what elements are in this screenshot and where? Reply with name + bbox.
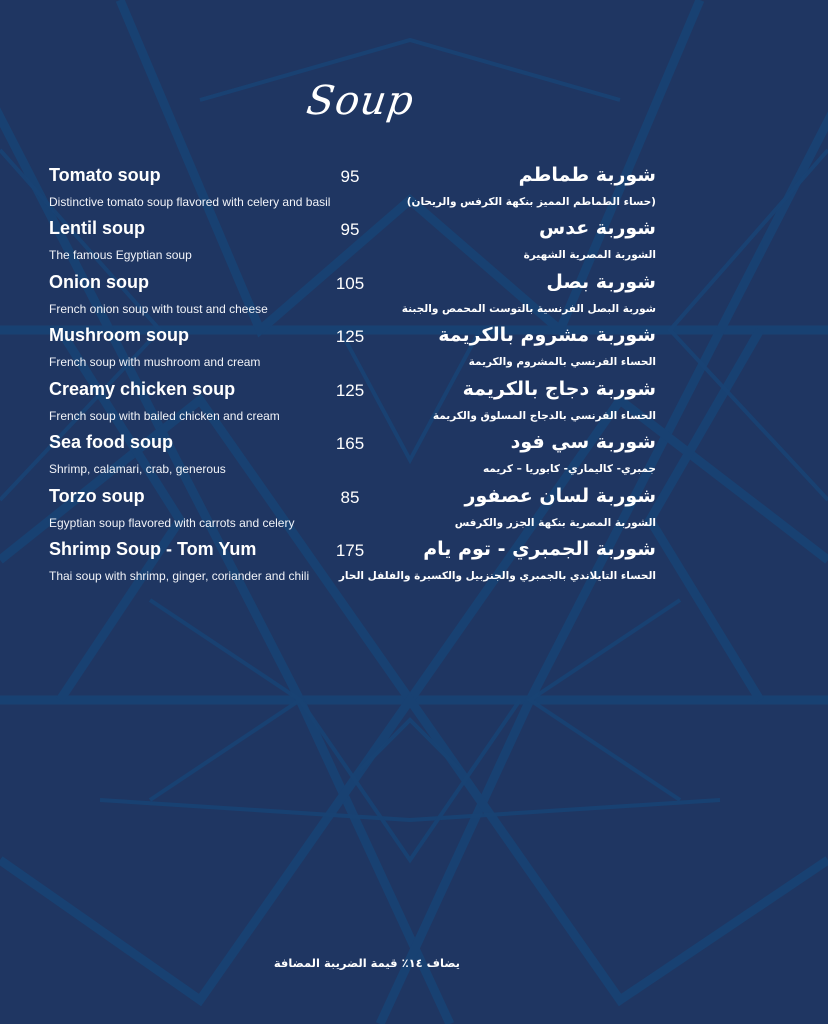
menu-item: [0, 538, 828, 592]
menu-item: [0, 164, 828, 218]
item-name-ar: شوربة عدس: [539, 217, 656, 239]
item-name-en: Sea food soup: [49, 432, 174, 452]
item-description-ar: الحساء الفرنسي بالدجاج المسلوق والكريمة: [432, 410, 656, 422]
menu-item: [0, 217, 828, 271]
item-description-ar: جمبري- كاليماري- كابوريا – كريمه: [482, 463, 656, 475]
tax-note: يضاف ١٤٪ قيمة الضريبة المضافة: [273, 956, 460, 970]
item-description-ar: الحساء التايلاندي بالجمبري والجنزبيل والكسبرة والفلفل الحار: [338, 570, 656, 582]
menu-item: [0, 271, 828, 325]
item-price: 125: [335, 381, 365, 400]
item-name-ar: شوربة طماطم: [518, 164, 656, 186]
item-description-en: French soup with mushroom and cream: [49, 355, 261, 369]
item-description-ar: شوربة البصل الفرنسية بالتوست المحمص والجبنة: [401, 303, 656, 315]
item-name-en: Creamy chicken soup: [49, 379, 236, 399]
item-name-ar: شوربة بصل: [546, 271, 656, 293]
item-description-ar: الشوربة المصرية الشهيرة: [523, 249, 656, 261]
item-description-en: Shrimp, calamari, crab, generous: [49, 462, 226, 476]
item-name-ar: شوربة الجمبري - توم يام: [423, 538, 656, 560]
item-name-en: Shrimp Soup - Tom Yum: [49, 539, 257, 559]
menu-item: [0, 485, 828, 539]
item-description-en: The famous Egyptian soup: [49, 248, 192, 262]
menu-item: [0, 378, 828, 432]
item-description-en: Egyptian soup flavored with carrots and celery: [49, 516, 295, 530]
item-price: 85: [340, 488, 360, 507]
item-description-en: French soup with bailed chicken and cream: [49, 409, 280, 423]
item-description-ar: (حساء الطماطم المميز بنكهة الكرفس والريحان): [406, 196, 656, 208]
item-price: 95: [340, 220, 360, 239]
item-description-en: Distinctive tomato soup flavored with celery and basil: [49, 195, 331, 209]
item-price: 125: [335, 327, 365, 346]
item-description-en: Thai soup with shrimp, ginger, coriander and chili: [49, 569, 310, 583]
item-description-ar: الشوربة المصرية بنكهة الجزر والكرفس: [454, 517, 656, 529]
item-price: 175: [335, 541, 365, 560]
menu-section-title: Soup: [303, 78, 417, 124]
item-name-en: Mushroom soup: [49, 325, 189, 345]
item-description-ar: الحساء الفرنسي بالمشروم والكريمة: [468, 356, 656, 368]
item-name-ar: شوربة لسان عصفور: [464, 485, 656, 507]
item-name-en: Lentil soup: [49, 218, 145, 238]
item-price: 165: [335, 434, 365, 453]
item-name-ar: شوربة مشروم بالكريمة: [438, 324, 656, 346]
item-price: 95: [340, 167, 360, 186]
item-name-ar: شوربة دجاج بالكريمة: [462, 378, 656, 400]
item-name-en: Torzo soup: [49, 486, 145, 506]
item-name-en: Tomato soup: [49, 165, 161, 185]
item-name-en: Onion soup: [49, 272, 149, 292]
item-price: 105: [335, 274, 365, 293]
item-description-en: French onion soup with toust and cheese: [49, 302, 268, 316]
item-name-ar: شوربة سي فود: [510, 431, 656, 453]
menu-item: [0, 324, 828, 378]
menu-item: [0, 431, 828, 485]
